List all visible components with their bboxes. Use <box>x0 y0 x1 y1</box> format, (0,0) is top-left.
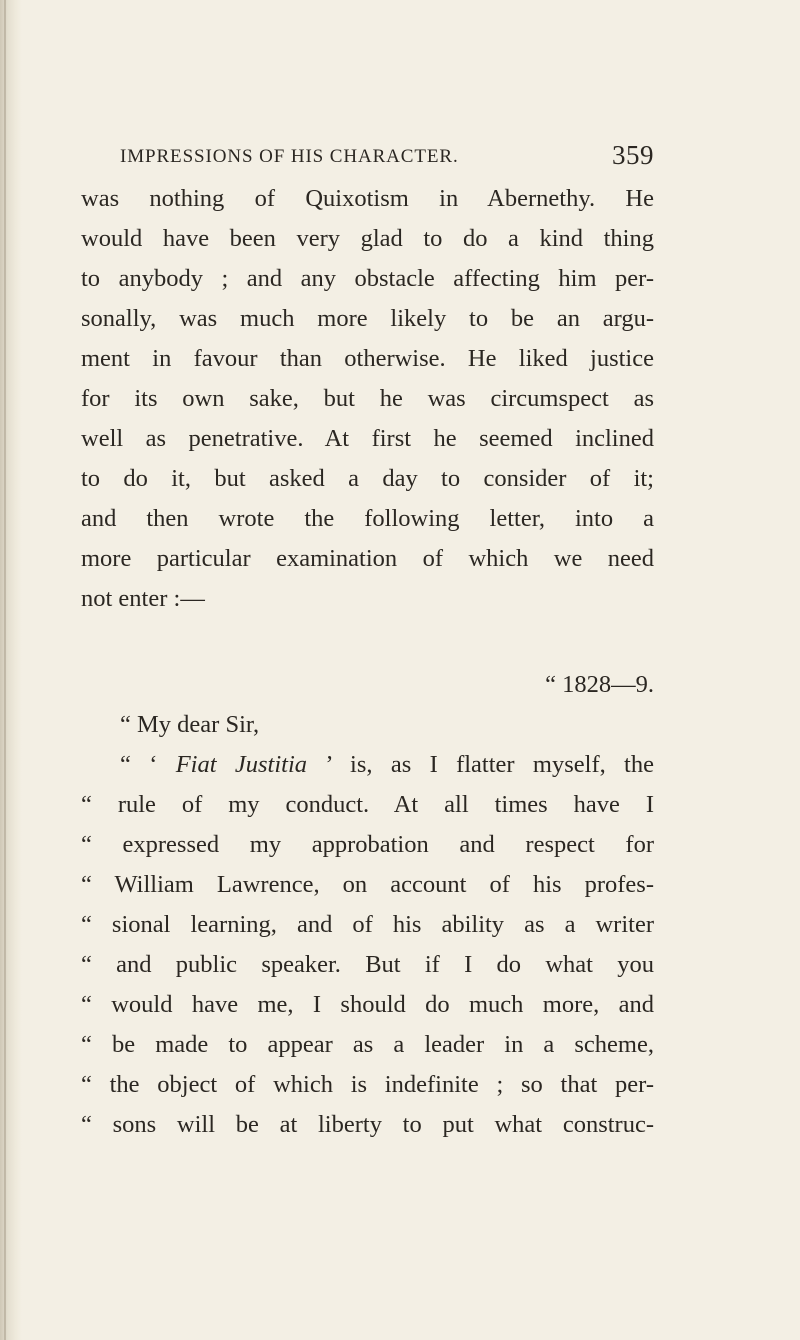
body-line: would have been very glad to do a kind thing <box>81 225 654 252</box>
body-line: for its own sake, but he was circumspect as <box>81 385 654 412</box>
letter-line: “ the object of which is indefinite ; so that per- <box>81 1071 654 1098</box>
running-title: IMPRESSIONS OF HIS CHARACTER. <box>120 146 459 167</box>
running-head <box>120 140 654 176</box>
letter-date: “ 1828—9. <box>545 671 654 698</box>
body-line: well as penetrative. At first he seemed inclined <box>81 425 654 452</box>
page-number: 359 <box>612 140 654 170</box>
letter-quote-prefix: “ ‘ <box>120 751 176 778</box>
letter-line: “ rule of my conduct. At all times have I <box>81 791 654 818</box>
letter-line: “ William Lawrence, on account of his profes- <box>81 871 654 898</box>
letter-line: “ sional learning, and of his ability as a writer <box>81 911 654 938</box>
letter-line: “ sons will be at liberty to put what construc- <box>81 1111 654 1138</box>
letter-line: “ would have me, I should do much more, and <box>81 991 654 1018</box>
letter-line: “ be made to appear as a leader in a scheme, <box>81 1031 654 1058</box>
letter-italic-phrase: Fiat Justitia <box>175 751 308 778</box>
body-line: and then wrote the following letter, into a <box>81 505 654 532</box>
body-line: to anybody ; and any obstacle affecting him per- <box>81 265 654 292</box>
letter-line: “ expressed my approbation and respect for <box>81 831 654 858</box>
body-line: not enter :— <box>81 585 205 612</box>
letter-line: “ and public speaker. But if I do what you <box>81 951 654 978</box>
body-line: was nothing of Quixotism in Abernethy. He <box>81 185 654 212</box>
body-line: sonally, was much more likely to be an argu- <box>81 305 654 332</box>
body-line: to do it, but asked a day to consider of it; <box>81 465 654 492</box>
letter-line-rest: ’ is, as I flatter myself, the <box>307 751 654 778</box>
letter-salutation: “ My dear Sir, <box>120 711 260 738</box>
body-line: ment in favour than otherwise. He liked justice <box>81 345 654 372</box>
letter-line <box>120 745 654 785</box>
body-line: more particular examination of which we need <box>81 545 654 572</box>
